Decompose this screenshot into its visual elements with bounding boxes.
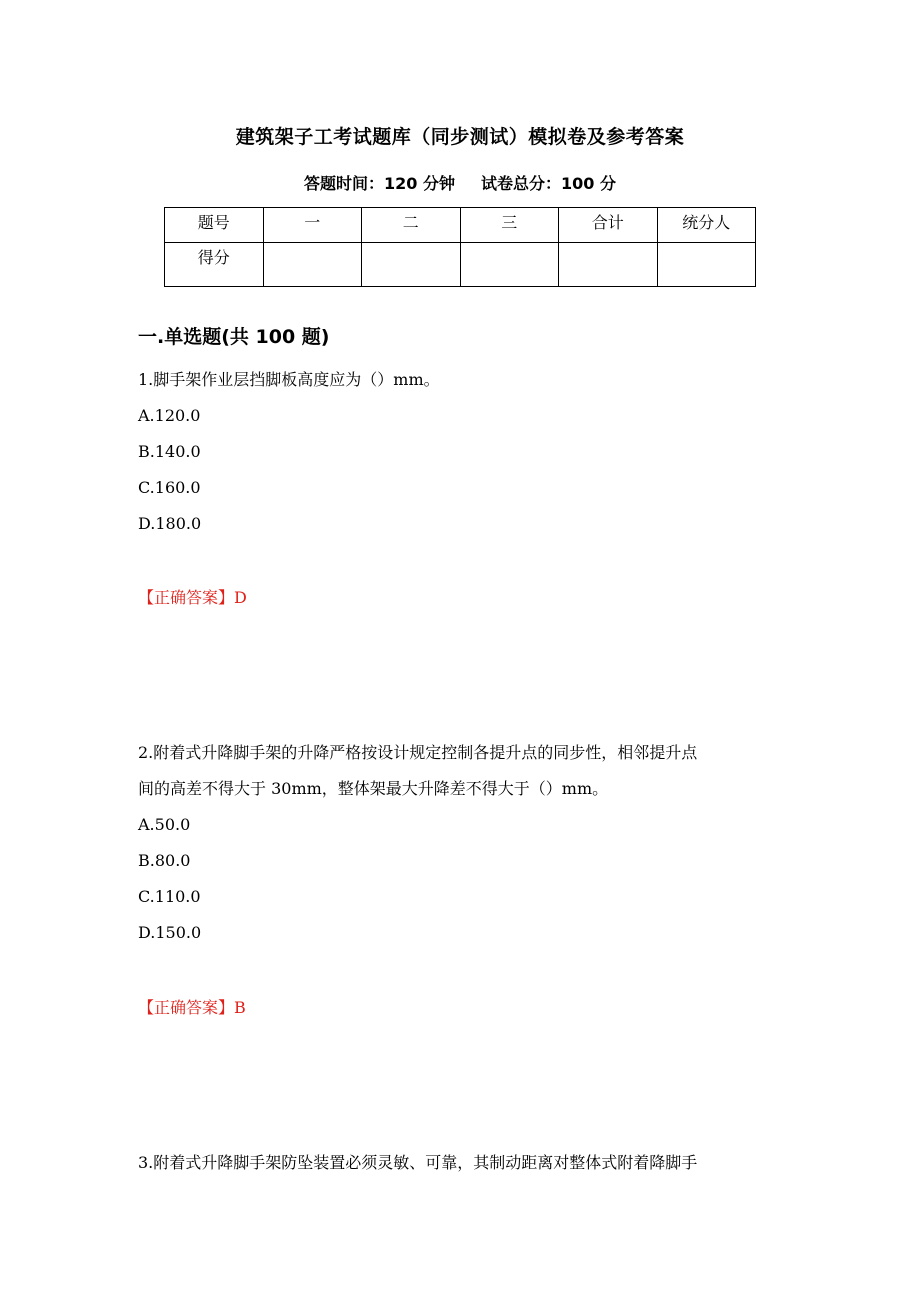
score-table-header-cell: 题号 (165, 208, 264, 243)
option-d: D.150.0 (138, 923, 202, 942)
score-table-header-cell: 统分人 (657, 208, 756, 243)
answer-2: 【正确答案】B (138, 998, 246, 1017)
score-cell (263, 243, 362, 287)
question-stem-line-2: 间的高差不得大于 30mm，整体架最大升降差不得大于（）mm。 (138, 779, 609, 798)
document-title: 建筑架子工考试题库（同步测试）模拟卷及参考答案 (235, 126, 685, 148)
option-b: B.140.0 (138, 442, 201, 461)
score-cell (559, 243, 658, 287)
option-d: D.180.0 (138, 514, 202, 533)
exam-time: 答题时间：120 分钟 (304, 174, 455, 193)
option-a: A.120.0 (138, 406, 201, 425)
question-stem: 3.附着式升降脚手架防坠装置必须灵敏、可靠，其制动距离对整体式附着降脚手 (138, 1153, 698, 1172)
question-stem-line-1: 2.附着式升降脚手架的升降严格按设计规定控制各提升点的同步性，相邻提升点 (138, 743, 698, 762)
score-cell (657, 243, 756, 287)
score-cell (362, 243, 461, 287)
score-table-header-cell: 三 (460, 208, 559, 243)
exam-info (0, 171, 920, 194)
option-c: C.160.0 (138, 478, 201, 497)
option-b: B.80.0 (138, 851, 191, 870)
question-1 (138, 362, 798, 542)
option-a: A.50.0 (138, 815, 191, 834)
score-cell (460, 243, 559, 287)
total-score: 试卷总分：100 分 (481, 174, 616, 193)
score-table-header-cell: 合计 (559, 208, 658, 243)
score-table (164, 207, 756, 287)
score-table-header-row (165, 208, 756, 243)
score-table-header-cell: 二 (362, 208, 461, 243)
section-title: 一.单选题(共 100 题) (138, 326, 330, 348)
option-c: C.110.0 (138, 887, 201, 906)
answer-1: 【正确答案】D (138, 588, 247, 607)
score-table-header-cell: 一 (263, 208, 362, 243)
question-stem: 1.脚手架作业层挡脚板高度应为（）mm。 (138, 370, 440, 389)
score-row-label: 得分 (165, 243, 264, 287)
question-2 (138, 735, 798, 951)
score-table-score-row (165, 243, 756, 287)
question-3 (138, 1145, 798, 1181)
